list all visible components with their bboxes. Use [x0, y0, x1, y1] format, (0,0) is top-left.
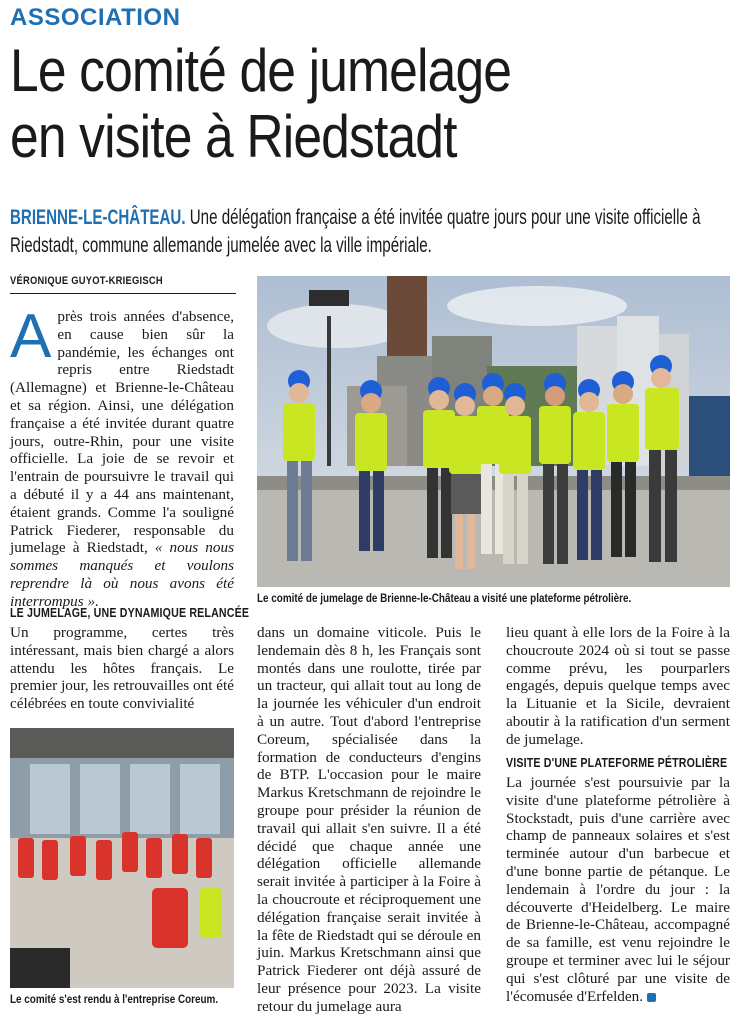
headline — [10, 38, 629, 170]
second-photo-coreum — [10, 728, 234, 988]
section-title-platform: VISITE D'UNE PLATEFORME PÉTROLIÈRE — [506, 756, 728, 770]
main-photo-oil-platform — [257, 276, 730, 587]
drop-cap: A — [10, 302, 52, 371]
section-title-jumelage: LE JUMELAGE, UNE DYNAMIQUE RELANCÉE — [10, 606, 250, 620]
byline-rule — [10, 293, 236, 294]
intro-quote: « nous nous sommes manqués et voulons reprendre là où nous avons été interrompus ». — [10, 539, 234, 610]
intro-text: près trois années d'absence, en cause bien sûr la pandémie, les échanges ont repris entre Riedstadt (Allemagne) et Brienne-le-Château et sa région. Ainsi, une délégation française a été invitée durant quatre jours, outre-Rhin, pour une visite officielle. La joie de se revoir et l'entrain de poursuivre le travail qui a débuté il y a 44 ans maintenant, étaient grands. Comme l'a souligné Patrick Fiederer, responsable du jumelage à Riedstadt, — [10, 308, 234, 557]
section-text-platform-body: La journée s'est poursuivie par la visite d'une plateforme pétrolière à Stockstadt, puis d'une carrière avec champ de panneaux solaires et s'est terminée autour d'un barbecue et d'une bonne partie de pétanque. Le lendemain à l'ordre du jour : la découverte d'Heidelberg. Le maire de Brienne-le-Château, accompagné de sa famille, est venu rejoindre le groupe et terminer avec lui le séjour qui s'est clôturé par une visite de l'écomusée d'Erfelden. — [506, 774, 730, 1005]
coreum-photo-illustration — [10, 728, 234, 988]
section-text-jumelage: Un programme, certes très intéressant, mais bien chargé a alors attendu les hôtes français. Le premier jour, les retrouvailles ont été célébrées en toute convivialité — [10, 624, 234, 713]
column-3-text: lieu quant à elle lors de la Foire à la choucroute 2024 où si tout se passe comme prévu, les pourparlers engagés, depuis quelque temps avec la Lituanie et la Sicile, devraient aboutir à la ratification d'un serment de jumelage. — [506, 624, 730, 748]
standfirst-text: Une délégation française a été invitée quatre jours pour une visite officielle à Riedstadt, commune allemande jumelée avec la ville impériale. — [10, 206, 701, 257]
standfirst — [10, 204, 716, 260]
headline-line-2: en visite à Riedstadt — [10, 103, 457, 170]
column-2-text: dans un domaine viticole. Puis le lendemain dès 8 h, les Français sont montés dans une roulotte, tirée par un tracteur, qui allait tout au long de la journée les véhiculer d'un endroit à un autre. Tout d'abord l'entreprise Coreum, spécialisée dans la formation de conducteurs d'engins de BTP. L'occasion pour le maire Markus Kretschmann de rejoindre le groupe pour présider la réunion de travail qui allait s'en suivre. Il a été décidé que chaque année une délégation officielle allemande serait invitée à participer à la Foire à la choucroute et réciproquement une délégation française serait invitée à la fête de Riedstadt qui se déroule en juin. Markus Kretschmann ainsi que Patrick Fiederer ont déjà assuré de leur présence pour 2023. La visite retour du jumelage aura — [257, 624, 481, 1015]
rubric: ASSOCIATION — [10, 4, 181, 31]
main-photo-caption: Le comité de jumelage de Brienne-le-Château a visité une plateforme pétrolière. — [257, 593, 632, 605]
standfirst-place: BRIENNE-LE-CHÂTEAU. — [10, 206, 186, 229]
author-byline: VÉRONIQUE GUYOT-KRIEGISCH — [10, 275, 163, 287]
second-photo-caption: Le comité s'est rendu à l'entreprise Coreum. — [10, 994, 219, 1006]
section-text-platform — [506, 774, 730, 1005]
headline-line-1: Le comité de jumelage — [10, 37, 512, 104]
group-photo-illustration — [257, 276, 730, 587]
intro-paragraph — [10, 302, 234, 611]
square-end-mark-icon — [647, 993, 656, 1002]
